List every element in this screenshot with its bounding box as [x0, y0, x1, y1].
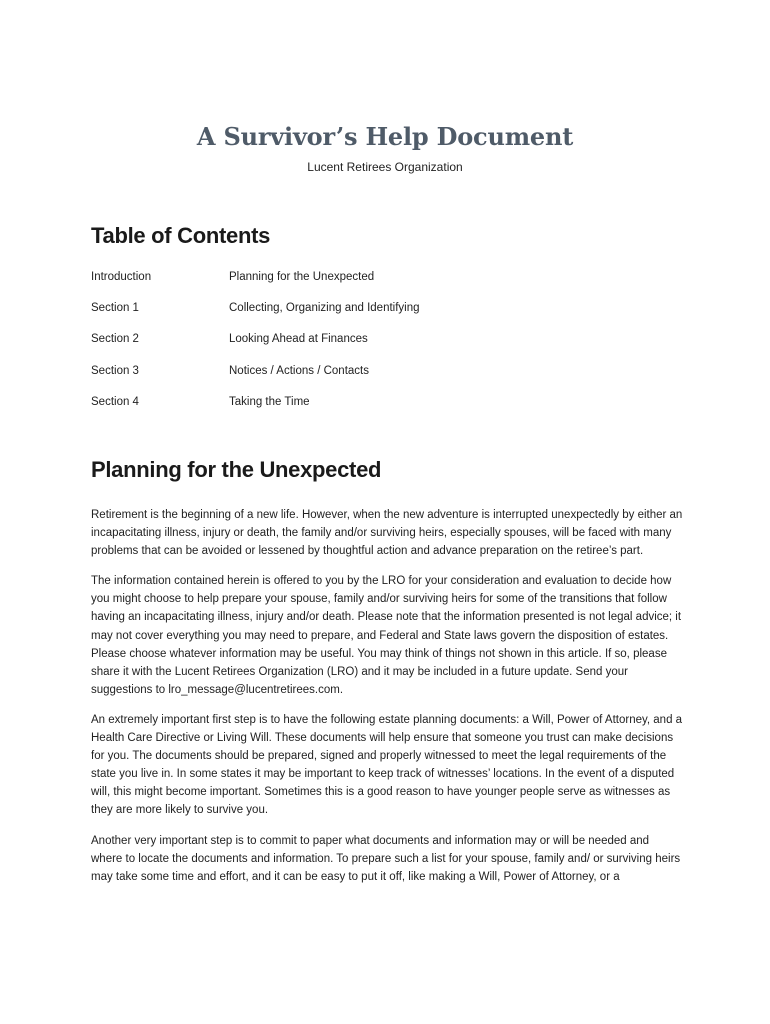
table-of-contents — [91, 271, 651, 427]
toc-row-title: Taking the Time — [229, 395, 310, 408]
toc-row-title: Notices / Actions / Contacts — [229, 364, 369, 377]
section-heading: Planning for the Unexpected — [91, 457, 382, 482]
body-paragraph: Retirement is the beginning of a new life. However, when the new adventure is interrupted unexpectedly by either an incapacitating illness, injury or death, the family and/or surviving heirs, especially spouses, will be faced with many problems that can be avoided or lessened by thoughtful action and advance preparation on the retiree’s part. — [91, 509, 683, 558]
body-paragraph: Another very important step is to commit to paper what documents and information may or will be needed and where to locate the documents and information. To prepare such a list for your spouse, family and/ or surviving heirs may take some time and effort, and it can be easy to put it off, like making a Will, Power of Attorney, or a — [91, 834, 681, 883]
document-title: A Survivor’s Help Document — [196, 122, 574, 151]
document-subtitle: Lucent Retirees Organization — [307, 160, 463, 174]
section-body — [91, 506, 683, 898]
toc-row-label: Introduction — [91, 271, 152, 283]
toc-heading: Table of Contents — [91, 223, 271, 248]
toc-row-label: Section 3 — [91, 364, 139, 377]
toc-row-title: Planning for the Unexpected — [229, 271, 375, 283]
toc-row-label: Section 2 — [91, 333, 139, 346]
toc-row-label: Section 4 — [91, 395, 139, 408]
toc-row-title: Collecting, Organizing and Identifying — [229, 302, 420, 315]
toc-row — [91, 333, 651, 364]
toc-row-label: Section 1 — [91, 302, 139, 315]
body-paragraph: The information contained herein is offered to you by the LRO for your consideration and evaluation to decide how you might choose to help prepare your spouse, family and/or surviving heirs for some of the transitions that follow having an incapacitating illness, injury and/or death. Please note that the information presented is not legal advice; it may not cover everything you may need to prepare, and Federal and State laws govern the disposition of estates. Please choose whatever information may be useful. You may think of things not shown in this article. If so, please share it with the Lucent Retirees Organization (LRO) and it may be included in a future update. Send your suggestions to lro_message@lucentretirees.com. — [91, 575, 682, 696]
toc-row-title: Looking Ahead at Finances — [229, 333, 368, 346]
toc-row — [91, 396, 651, 427]
body-paragraph: An extremely important first step is to have the following estate planning documents: a Will, Power of Attorney, and a Health Care Directive or Living Will. These documents will help ensure that someone you trust can make decisions for you. The documents should be prepared, signed and properly witnessed to meet the legal requirements of the state you live in. In some states it may be important to keep track of witnesses’ locations. In the event of a disputed will, this might become important. Sometimes this is a good reason to have younger people serve as witnesses as they are more likely to survive you. — [91, 713, 683, 817]
toc-row — [91, 365, 651, 396]
toc-row — [91, 302, 651, 333]
toc-row — [91, 271, 651, 302]
